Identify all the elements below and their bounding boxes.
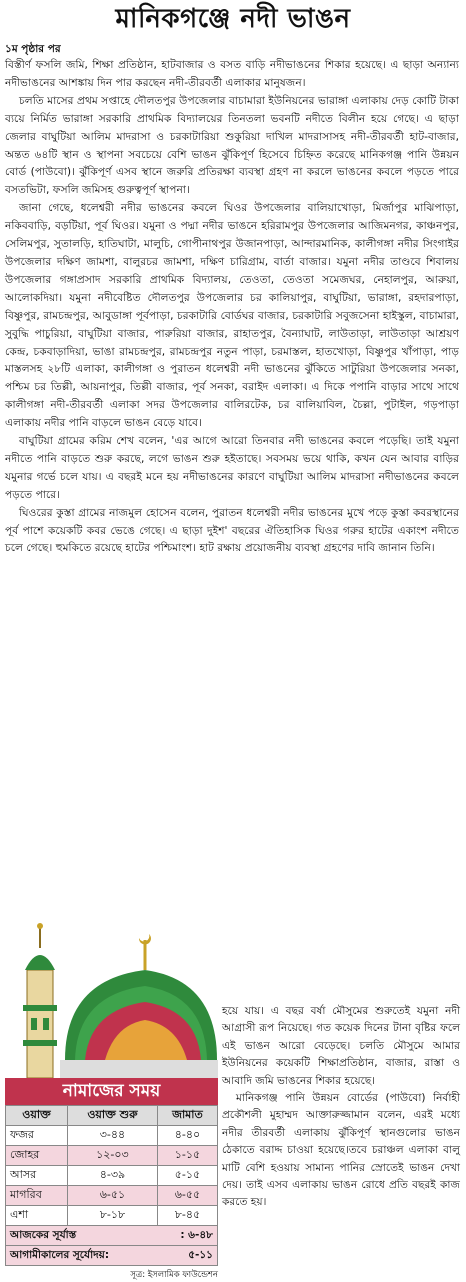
prayer-name: জোহর — [6, 1146, 68, 1166]
headline: মানিকগঞ্জে নদী ভাঙন — [115, 4, 351, 34]
prayer-name: ফজর — [6, 1126, 68, 1146]
prayer-jamaat: ৫-১৫ — [157, 1166, 217, 1186]
prayer-start: ৮-১৮ — [67, 1206, 157, 1226]
article-body — [5, 56, 459, 557]
prayer-jamaat: ৬-৫৫ — [157, 1186, 217, 1206]
paragraph-4: বাঘুটিয়া গ্রামের করিম শেখ বলেন, 'এর আগে আরো তিনবার নদী ভাঙনের কবলে পড়েছি। তাই যমুনা নদীতে পানি বাড়তে শুরু করছে, লগে ভাঙন শুরু হইতাছে। সবসময় ভয়ে থাকি, কখন যেন আবার বাড়ির যমুনার গর্ভে চলে যায়। এ বছরই মনে হয় নদীভাঙনের কারণে বাঘুটিয়া আলিম মাদরাসা নদীভাঙনের কবলে পড়তে পারে। — [5, 434, 459, 501]
prayer-name: এশা — [6, 1206, 68, 1226]
prayer-jamaat: ৮-৪৫ — [157, 1206, 217, 1226]
paragraph-5: ঘিওরের কুস্তা গ্রামের নাজমুল হোসেন বলেন, পুরাতন ধলেশ্বরী নদীর ভাঙনের মুখে পড়ে কুস্তা কবরস্থানের পূর্ব পাশে কয়েকটি কবর ভেঙে গেছে। এ ছাড়া দুইশ' বছরের ঐতিহাসিক ঘিওর গরুর হাটের একাংশ নদীতে চলে গেছে। হুমকিতে রয়েছে হাটের পশ্চিমাংশ। হাট রক্ষায় প্রয়োজনীয় ব্যবস্থা গ্রহণের দাবি জানান তিনি। — [5, 505, 459, 555]
sunset-label: আজকের সূর্যাস্ত — [10, 1229, 77, 1241]
paragraph-2: চলতি মাসের প্রথম সপ্তাহে দৌলতপুর উপজেলার বাচামারা ইউনিয়নের ভারাঙ্গা এলাকায় দেড় কোটি টাকা ব্যয়ে নির্মিত ভারাঙ্গা সরকারি প্রাথমিক বিদ্যালয়ের তিনতলা ভবনটি নদীতে বিলীন হয়ে গেছে। এ ছাড়া জেলার বাঘুটিয়া আলিম মাদরাসা ও চরকাটারিয়া শুকুরিয়া দাখিল মাদরাসাসহ নদী-তীরবর্তী হাট-বাজার, অন্তত ৬৪টি স্থান ও স্থাপনা সবচেয়ে বেশি ভাঙন ঝুঁকিপূর্ণ হিসেবে চিহ্নিত করেছে মানিকগঞ্জ পানি উন্নয়ন বোর্ড (পাউবো)। ঝুঁকিপূর্ণ এসব স্থানে জরুরি প্রতিরক্ষা ব্যবস্থা গ্রহণ না করলে ভাঙনের কবলে পড়তে পারে বসতভিটা, ফসলি জমিসহ গুরুত্বপূর্ণ স্থাপনা। — [5, 93, 459, 197]
paragraph-1: বিস্তীর্ণ ফসলি জমি, শিক্ষা প্রতিষ্ঠান, হাটবাজার ও বসত বাড়ি নদীভাঙনের শিকার হয়েছে। এ ছাড়া অন্যান্য নদীভাঙনের আশঙ্কায় দিন পার করছেন নদী-তীরবর্তী এলাকার মানুষজন। — [5, 58, 459, 89]
mosque-illustration — [5, 910, 218, 1078]
prayer-row — [6, 1186, 218, 1206]
prayer-header-row — [6, 1106, 218, 1126]
sunrise-label: আগামীকালের সূর্যোদয়: — [10, 1249, 110, 1261]
prayer-start: ৩-৪৪ — [67, 1126, 157, 1146]
prayer-source: সূত্র: ইসলামিক ফাউন্ডেশন — [130, 1270, 218, 1280]
article-right-column — [222, 1003, 460, 1212]
prayer-row — [6, 1206, 218, 1226]
prayer-table — [5, 1105, 218, 1226]
header-cell: ওয়াক্ত — [6, 1106, 68, 1126]
prayer-title: নামাজের সময় — [5, 1078, 218, 1105]
prayer-row — [6, 1166, 218, 1186]
header-cell: জামাত — [157, 1106, 217, 1126]
prayer-row — [6, 1146, 218, 1166]
sunset-row — [5, 1226, 218, 1246]
sunrise-value: ৫-১১ — [188, 1249, 213, 1261]
continued-label: ১ম পৃষ্ঠার পর — [5, 43, 61, 55]
prayer-start: ৬-৫১ — [67, 1186, 157, 1206]
prayer-row — [6, 1126, 218, 1146]
prayer-jamaat: ১-১৫ — [157, 1146, 217, 1166]
prayer-name: আসর — [6, 1166, 68, 1186]
prayer-start: ১২-০৩ — [67, 1146, 157, 1166]
prayer-start: ৪-৩৯ — [67, 1166, 157, 1186]
paragraph-3: জানা গেছে, ধলেশ্বরী নদীর ভাঙনের কবলে ঘিওর উপজেলার বালিয়াখোড়া, মির্জাপুর মাঝিপাড়া, নকিববাড়ি, বড়টিয়া, পূর্ব ঘিওর। যমুনা ও পদ্মা নদীর ভাঙনে হরিরামপুর উপজেলার আজিমনগর, কাঞ্চনপুর, সেলিমপুর, সুতালড়ি, হাতিঘাটা, মালুচি, গোপীনাথপুর উজানপাড়া, আন্দারমানিক, কালীগঙ্গা নদীর সিংগাইর উপজেলার দক্ষিণ জামশা, বালুরচর জামশা, দক্ষিণ চারিগ্রাম, বার্তা বাজার। যমুনা নদীর তাণ্ডবে শিবালয় উপজেলার গঙ্গাপ্রসাদ সরকারি প্রাথমিক বিদ্যালয়, তেওতা, তেওতা সমেজঘর, নেহালপুর, আরুয়া, আলোকদিয়া। যমুনা নদীবেষ্টিত দৌলতপুর উপজেলার চর কালিয়াপুর, বাঘুটিয়া, ভারাঙ্গা, রহদারপাড়া, বিষ্ণুপুর, রামচন্দ্রপুর, আবুডাঙ্গা পূর্বপাড়া, চরকাটারি বোর্ডঘর বাজার, চরকাটারি সবুজসেনা হাইস্কুল, বাচামারা, সুবুদ্ধি পাচুরিয়া, বাঘুটিয়া বাজার, পারুরিয়া বাজার, রাহাতপুর, বৈন্যাঘাট, লাউতাড়া, লাউতাড়া আশ্রয়ণ কেন্দ্র, চকবাড়াদিয়া, ভাঙা রামচন্দ্রপুর, রামচন্দ্রপুর নতুন পাড়া, চরমাস্তল, হাতখোড়া, বিষ্ণুপুর খাঁপাড়া, পাড় মাস্তলসহ ২৮টি এলাকা, কালীগঙ্গা ও পুরাতন ধলেশ্বরী নদী ভাঙনের ঝুঁকিতে সাটুরিয়া উপজেলার সনকা, পশ্চিম চর তিল্লী, আয়নাপুর, তিল্লী বাজার, পূর্ব সনকা, বরাইদ এলাকা। এ দিকে পপানি বাড়ার সাথে সাথে কালীগঙ্গা নদী-তীরবর্তী এলাকা সদর উপজেলার বালিরটেক, চর বালিয়াবিল, চৈল্লা, পুটাইল, গড়পাড়া এলাকায় নদীর পানি বাড়লে ভাঙন বেড়ে যাবে। — [5, 201, 459, 430]
sunset-value: : ৬-৪৮ — [180, 1229, 213, 1241]
mosque-icon — [5, 910, 218, 1078]
header-cell: ওয়াক্ত শুরু — [67, 1106, 157, 1126]
prayer-name: মাগরিব — [6, 1186, 68, 1206]
right-paragraph-2: মানিকগঞ্জ পানি উন্নয়ন বোর্ডের (পাউবো) নির্বাহী প্রকৌশলী মুহাম্মদ আক্তারুজ্জামান বলেন, এরই মধ্যে নদীর তীরবর্তী এলাকায় ঝুঁকিপূর্ণ স্থানগুলোর ভাঙন ঠেকাতে বরাদ্দ চাওয়া হয়েছে।তবে চরাঞ্চল এলাকা বালু মাটি বেশি হওয়ায় সামান্য পানির স্রোতেই ভাঙন দেখা দেয়। তাই এসব এলাকায় ভাঙন রোধে প্রতি বছরই কাজ করতে হয়। — [222, 1092, 460, 1209]
sunrise-row — [5, 1246, 218, 1266]
right-paragraph-1: হয়ে যায়। এ বছর বর্ষা মৌসুমের শুরুতেই যমুনা নদী আগ্রাসী রূপ নিয়েছে। গত কয়েক দিনের টানা বৃষ্টির ফলে এই ভাঙন আরো বেড়েছে। চলতি মৌসুমে আমার ইউনিয়নের কয়েকটি শিক্ষাপ্রতিষ্ঠান, বাজার, রাস্তা ও আবাদি জমি ভাঙনের শিকার হয়েছে। — [222, 1005, 460, 1087]
prayer-times-box — [5, 1078, 218, 1280]
prayer-jamaat: ৪-৪০ — [157, 1126, 217, 1146]
